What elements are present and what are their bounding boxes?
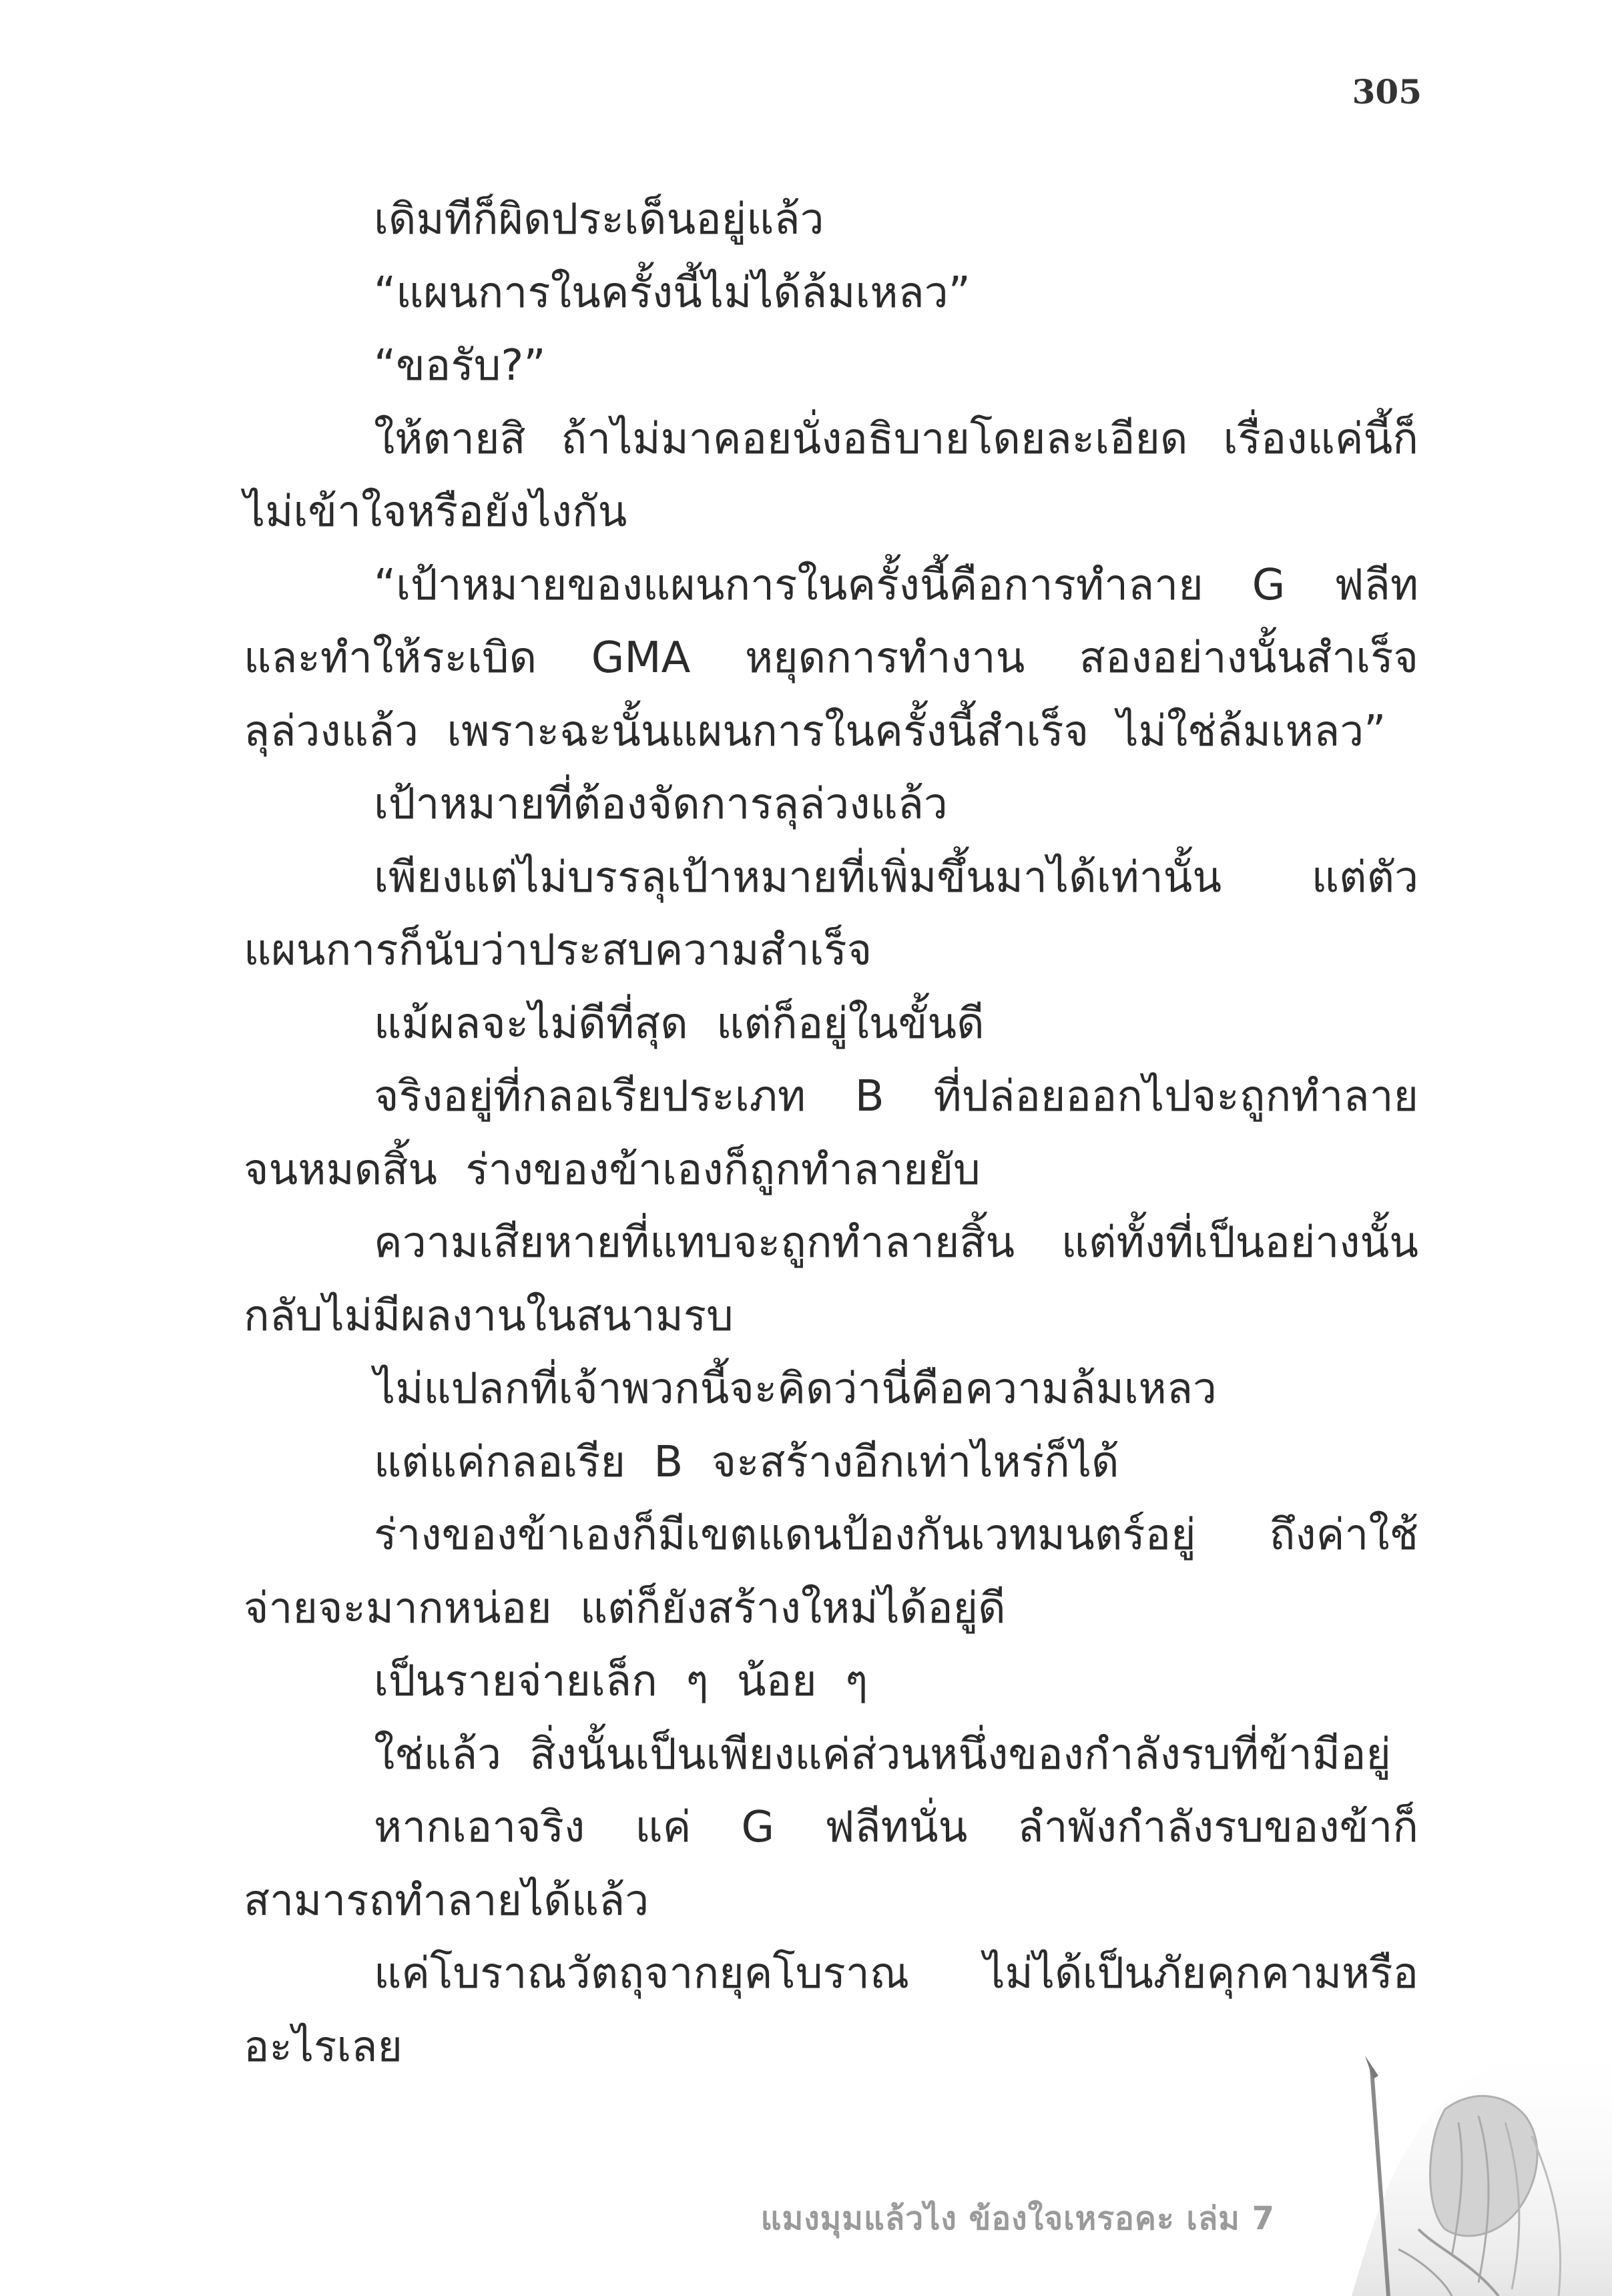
paragraph: เพียงแต่ไม่บรรลุเป้าหมายที่เพิ่มขึ้นมาได้เท่านั้น แต่ตัวแผนการก็นับว่าประสบความสำเร็จ xyxy=(244,852,1418,975)
page-number: 305 xyxy=(1352,72,1422,111)
paragraph: แต่แค่กลอเรีย B จะสร้างอีกเท่าไหร่ก็ได้ xyxy=(374,1437,1119,1487)
paragraph: “แผนการในครั้งนี้ไม่ได้ล้มเหลว” xyxy=(374,268,971,318)
paragraph: แม้ผลจะไม่ดีที่สุด แต่ก็อยู่ในขั้นดี xyxy=(374,998,985,1049)
paragraph: “เป้าหมายของแผนการในครั้งนี้คือการทำลาย G ฟลีท และทำให้ระเบิด GMA หยุดการทำงาน สองอย่างนั้นสำเร็จลุล่วงแล้ว เพราะฉะนั้นแผนการในครั้งนี้สำเร็จ ไม่ใช่ล้มเหลว” xyxy=(244,560,1418,756)
paragraph: หากเอาจริง แค่ G ฟลีทนั่น ลำพังกำลังรบของข้าก็สามารถทำลายได้แล้ว xyxy=(244,1803,1418,1926)
paragraph: ไม่แปลกที่เจ้าพวกนี้จะคิดว่านี่คือความล้มเหลว xyxy=(374,1364,1217,1414)
paragraph: เป้าหมายที่ต้องจัดการลุล่วงแล้ว xyxy=(374,780,948,829)
paragraph: ให้ตายสิ ถ้าไม่มาคอยนั่งอธิบายโดยละเอียด เรื่องแค่นี้ก็ไม่เข้าใจหรือยังไงกัน xyxy=(244,414,1418,537)
paragraph: ร่างของข้าเองก็มีเขตแดนป้องกันเวทมนตร์อยู่ ถึงค่าใช้จ่ายจะมากหน่อย แต่ก็ยังสร้างใหม่ได้อยู่ดี xyxy=(244,1510,1418,1633)
paragraph: เป็นรายจ่ายเล็ก ๆ น้อย ๆ xyxy=(374,1657,868,1706)
footer-character-illustration xyxy=(1272,2029,1612,2296)
book-title-footer: แมงมุมแล้วไง ข้องใจเหรอคะ เล่ม 7 xyxy=(760,2200,1275,2237)
paragraph: เดิมทีก็ผิดประเด็นอยู่แล้ว xyxy=(374,195,824,244)
paragraph: จริงอยู่ที่กลอเรียประเภท B ที่ปล่อยออกไปจะถูกทำลายจนหมดสิ้น ร่างของข้าเองก็ถูกทำลายยับ xyxy=(244,1072,1418,1195)
paragraph: แค่โบราณวัตถุจากยุคโบราณ ไม่ได้เป็นภัยคุกคามหรืออะไรเลย xyxy=(244,1949,1418,2072)
body-text xyxy=(244,184,1418,2084)
paragraph: “ขอรับ?” xyxy=(374,341,546,390)
paragraph: ความเสียหายที่แทบจะถูกทำลายสิ้น แต่ทั้งที่เป็นอย่างนั้นกลับไม่มีผลงานในสนามรบ xyxy=(244,1218,1418,1341)
paragraph: ใช่แล้ว สิ่งนั้นเป็นเพียงแค่ส่วนหนึ่งของกำลังรบที่ข้ามีอยู่ xyxy=(374,1729,1391,1779)
